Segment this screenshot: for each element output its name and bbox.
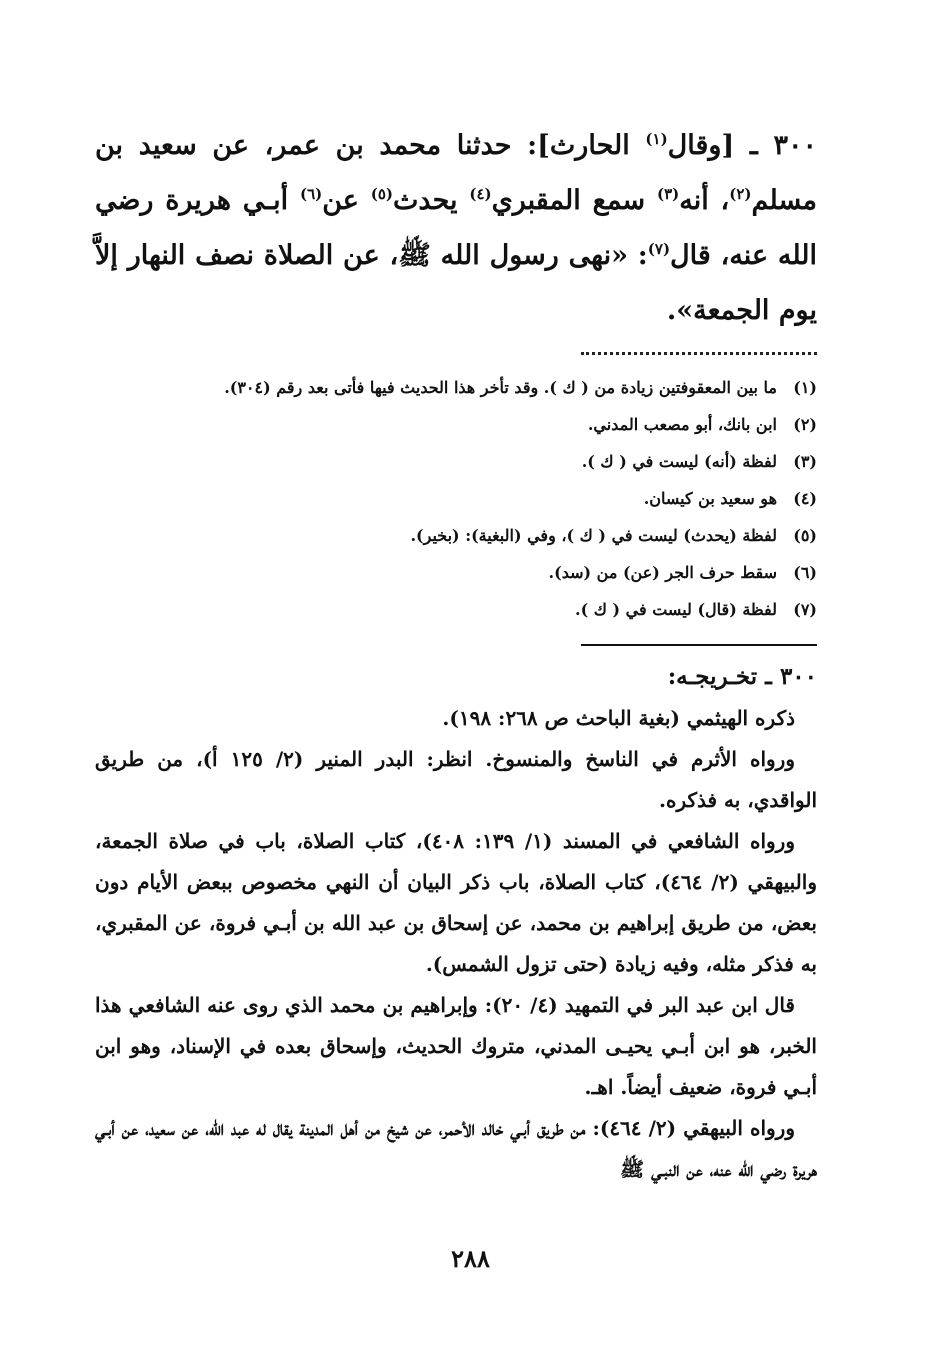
page-number: ٢٨٨ [451, 1244, 490, 1273]
takhrij-paragraph: ورواه البيهقي (٢/ ٤٦٤): من طريق أبـي خالد الأحمر، عن شيخ من أهل المدينة يقال له عبد الله، عن سعيد، عن أبـي هريرة رضي الله عنه، عن النبـي ﷺ [95, 1116, 817, 1181]
takhrij-paragraph: ورواه الأثرم في الناسخ والمنسوخ. انظر: البدر المنير (٢/ ١٢٥ أ)، من طريق الواقدي، به فذكره. [95, 747, 817, 812]
footnote-item: (٤)هو سعيد بن كيسان. [643, 489, 817, 508]
footnote-ref: (٢) [729, 185, 752, 203]
footnotes-list [95, 369, 817, 628]
hadith-paragraph: ٣٠٠ ـ [وقال$^{(١)}$ الحارث]: حدثنا محمد بن عمر، عن سعيد بن مسلم$^{(٢)}$، أنه$^{(٣)}$ سمع المقبري$^{(٤)}$ يحدث$^{(٥)}$ عن$^{(٦)}$ أبـي هريرة رضي الله عنه، قال$^{(٧)}$: «نهى رسول الله ﷺ، عن الصلاة نصف النهار إلاَّ يوم الجمعة». [95, 130, 818, 326]
footnote-item: (١)ما بين المعقوفتين زيادة من ( ك ). وقد تأخر هذا الحديث فيها فأتى بعد رقم (٣٠٤). [224, 378, 817, 397]
footnote-ref: (٧) [647, 240, 671, 258]
takhrij-paragraph: ورواه الشافعي في المسند (١/ ١٣٩: ٤٠٨)، كتاب الصلاة، باب في صلاة الجمعة، والبيهقي (٢/ ٤٦٤)، كتاب الصلاة، باب ذكر البيان أن النهي مخصوص ببعض الأيام دون بعض، من طريق إبراهيم بن محمد، عن إسحاق بن عبد الله بن أبـي فروة، عن المقبري، به فذكر مثله، وفيه زيادة (حتى تزول الشمس). [95, 829, 817, 976]
footnote-ref: (٥) [370, 185, 393, 203]
footnote-item: (٦)سقط حرف الجر (عن) من (سد). [548, 563, 817, 582]
footnote-item: (٥)لفظة (يحدث) ليست في ( ك )، وفي (البغية): (بخير). [410, 526, 817, 545]
section-rule [581, 644, 817, 646]
hadith-number: ٣٠٠ ـ [749, 130, 818, 161]
page-content [95, 118, 817, 1190]
takhrij-paragraph: ذكره الهيثمي (بغية الباحث ص ٢٦٨: ١٩٨). [442, 706, 795, 730]
footnote-ref: (١) [645, 130, 668, 148]
footnote-ref: (٣) [656, 185, 680, 203]
footnote-item: (٧)لفظة (قال) ليست في ( ك ). [575, 600, 817, 619]
takhrij-section [95, 656, 817, 1190]
footnote-separator [581, 352, 817, 355]
footnote-ref: (٤) [469, 185, 492, 203]
footnote-item: (٣)لفظة (أنه) ليست في ( ك ). [581, 452, 817, 471]
takhrij-paragraph: قال ابن عبد البر في التمهيد (٤/ ٢٠): وإبراهيم بن محمد الذي روى عنه الشافعي هذا الخبر، هو ابن أبـي يحيـى المدني، متروك الحديث، وإسحاق بعده في الإسناد، وهو ابن أبـي فروة، ضعيف أيضاً. اهـ. [95, 993, 817, 1099]
footnote-item: (٢)ابن بانك، أبو مصعب المدني. [587, 415, 817, 434]
takhrij-heading: ٣٠٠ ـ تخـريجـه: [667, 663, 817, 690]
footnote-ref: (٦) [299, 185, 323, 203]
hadith-text [95, 118, 817, 338]
